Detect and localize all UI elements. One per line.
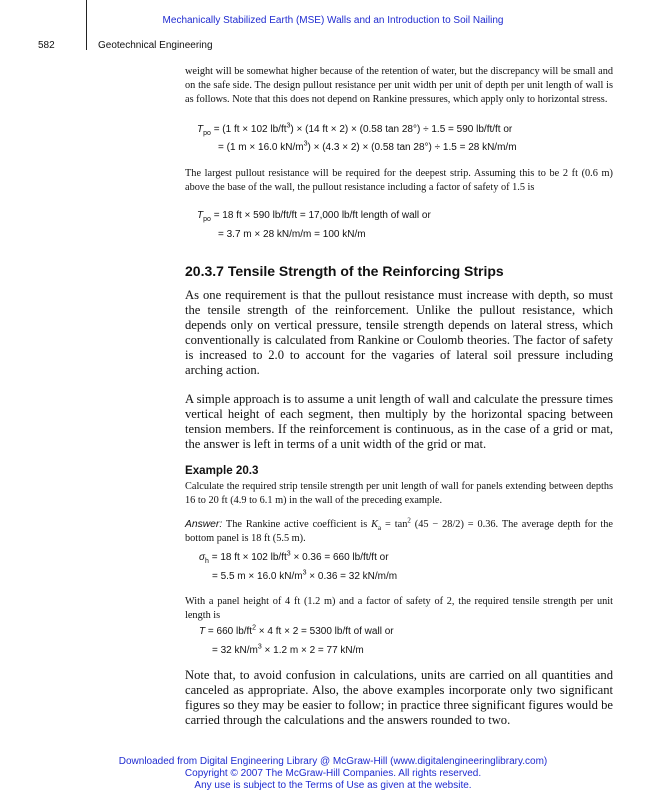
answer-text: (45 − 28/2) = 0.36. The average depth for the bottom panel is 18 ft (5.5 m). xyxy=(185,519,613,544)
exponent: 3 xyxy=(257,643,262,651)
paragraph-simple-approach: A simple approach is to assume a unit length of wall and calculate the pressure times vertical height of each segment, then multiply by the horizontal spacing between tension members. If the reinforcement is continuous, as in the case of a grid or mat, the answer is left in terms of a unit width of the grid or mat. xyxy=(185,392,613,451)
exponent: 2 xyxy=(407,516,411,525)
paragraph-panel-height: With a panel height of 4 ft (1.2 m) and a factor of safety of 2, the required tensile strength per unit length is xyxy=(185,596,613,621)
page-number: 582 xyxy=(38,40,55,51)
subscript-h: h xyxy=(205,558,209,565)
example-statement: Calculate the required strip tensile strength per unit length of wall for panels extending between depths 16 to 20 ft (4.9 to 6.1 m) in the wall of the preceding example. xyxy=(185,481,613,506)
footer-download-notice: Downloaded from Digital Engineering Library @ McGraw-Hill (www.digitalengineeringlibrary.com) xyxy=(118,756,548,767)
answer-text: = tan xyxy=(381,519,408,530)
subscript-po: po xyxy=(203,216,211,223)
symbol-T: T xyxy=(199,626,206,637)
equation-text: × 4 ft × 2 = 5300 lb/ft of wall or xyxy=(256,626,394,637)
equation-text: = (1 ft × 102 lb/ft xyxy=(213,124,287,135)
symbol-sigma: σ xyxy=(199,552,206,563)
exponent: 2 xyxy=(252,624,256,632)
equation-text: × 1.2 m × 2 = 77 kN/m xyxy=(261,645,364,656)
equation-lateral-line2 xyxy=(212,571,397,582)
equation-text: = 18 ft × 102 lb/ft xyxy=(208,552,287,563)
equation-tensile-line1 xyxy=(199,626,394,637)
footer-terms: Any use is subject to the Terms of Use as given at the website. xyxy=(194,780,472,791)
section-heading: 20.3.7 Tensile Strength of the Reinforcing Strips xyxy=(185,263,504,279)
equation-tensile-line2 xyxy=(212,645,364,656)
equation-text: = 32 kN/m xyxy=(212,645,258,656)
running-title: Mechanically Stabilized Earth (MSE) Walls and an Introduction to Soil Nailing xyxy=(162,15,504,26)
symbol-T: T xyxy=(197,210,204,221)
exponent: 3 xyxy=(286,122,291,130)
exponent: 3 xyxy=(302,569,307,577)
equation-pullout-line1 xyxy=(197,124,512,135)
equation-text: × 0.36 = 32 kN/m/m xyxy=(306,571,398,582)
equation-text: = 5.5 m × 16.0 kN/m xyxy=(212,571,303,582)
equation-text: = (1 m × 16.0 kN/m xyxy=(218,142,304,153)
equation-text: ) × (14 ft × 2) × (0.58 tan 28°) ÷ 1.5 = 590 lb/ft/ft or xyxy=(290,124,513,135)
subscript-po: po xyxy=(203,130,211,137)
paragraph-units-note: Note that, to avoid confusion in calculations, units are carried on all quantities and canceled as appropriate. Also, the above examples incorporate only two significant figures so they may be easier to follow; in practice three significant figures would be carried through the calculations and the answers rounded to two. xyxy=(185,668,613,727)
paragraph-pullout-intro: weight will be somewhat higher because of the retention of water, but the discrepancy will be small and on the safe side. The design pullout resistance per unit width per unit of depth per unit length of wall is as follows. Note that this does not depend on Rankine pressures, which apply only to horizontal stress. xyxy=(185,66,613,105)
equation-text: = 660 lb/ft xyxy=(205,626,253,637)
answer-paragraph xyxy=(185,518,613,546)
answer-label: Answer: xyxy=(185,519,223,530)
equation-deepest-line2 xyxy=(218,229,366,240)
equation-deepest-line1 xyxy=(197,210,431,221)
equation-text: = 3.7 m × 28 kN/m/m = 100 kN/m xyxy=(218,229,366,240)
answer-text: The Rankine active coefficient is xyxy=(222,519,372,530)
book-title: Geotechnical Engineering xyxy=(98,40,213,51)
equation-lateral-line1 xyxy=(199,552,389,563)
equation-text: ) × (4.3 × 2) × (0.58 tan 28°) ÷ 1.5 = 28 kN/m/m xyxy=(307,142,517,153)
exponent: 3 xyxy=(303,140,308,148)
subscript-a: a xyxy=(378,524,382,533)
exponent: 3 xyxy=(286,550,291,558)
equation-text: × 0.36 = 660 lb/ft/ft or xyxy=(290,552,389,563)
equation-text: = 18 ft × 590 lb/ft/ft = 17,000 lb/ft length of wall or xyxy=(213,210,431,221)
paragraph-tensile-strength: As one requirement is that the pullout resistance must increase with depth, so must the tensile strength of the reinforcement. Unlike the pullout resistance, which depends only on vertical pressure, tensile strength depends on lateral stress, which conventionally is calculated from Rankine or Coulomb theories. The factor of safety is increased to 2.0 to account for the vagaries of lateral soil pressure including arching action. xyxy=(185,288,613,377)
example-title: Example 20.3 xyxy=(185,464,259,477)
header-divider xyxy=(86,0,87,50)
equation-pullout-line2 xyxy=(218,142,517,153)
symbol-K: K xyxy=(371,519,379,530)
symbol-T: T xyxy=(197,124,204,135)
footer-copyright: Copyright © 2007 The McGraw-Hill Companies. All rights reserved. xyxy=(184,768,482,779)
paragraph-deepest-strip: The largest pullout resistance will be required for the deepest strip. Assuming this to be 2 ft (0.6 m) above the base of the wall, the pullout resistance including a factor of safety of 1.5 is xyxy=(185,168,613,193)
